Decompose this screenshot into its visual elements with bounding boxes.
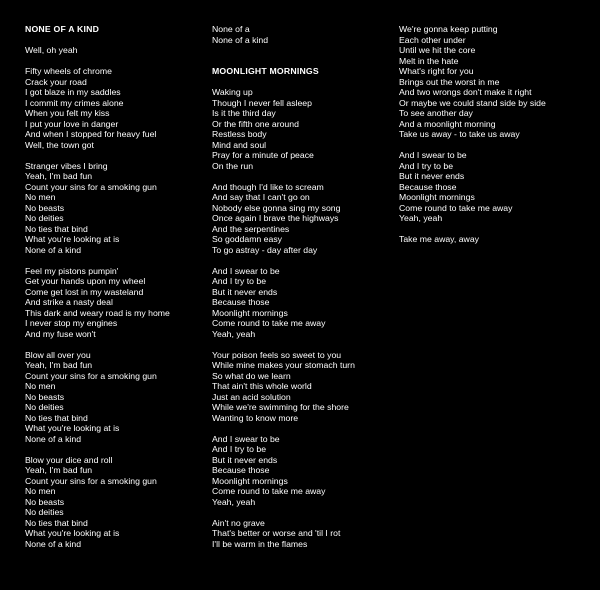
lyric-line: Just an acid solution bbox=[212, 391, 291, 402]
lyric-line: Feel my pistons pumpin' bbox=[25, 265, 119, 276]
stanza-gap bbox=[212, 339, 390, 350]
lyric-line: Crack your road bbox=[25, 76, 87, 87]
lyric-line: None of a kind bbox=[25, 433, 82, 444]
stanza bbox=[212, 182, 390, 256]
stanza bbox=[25, 350, 205, 445]
stanza-gap bbox=[212, 77, 390, 88]
lyric-line: And say that I can't go on bbox=[212, 192, 310, 202]
lyric-line: Because those bbox=[399, 181, 457, 192]
stanza bbox=[25, 161, 205, 256]
lyric-line: This dark and weary road is my home bbox=[25, 307, 170, 318]
lyric-line: None of a kind bbox=[25, 244, 82, 255]
lyric-line: Ain't no grave bbox=[212, 517, 265, 528]
lyric-line: Once again I brave the highways bbox=[212, 213, 339, 223]
lyric-line: That's better or worse and 'til I rot bbox=[212, 528, 341, 538]
lyric-line: What you're looking at is bbox=[25, 423, 120, 433]
lyric-line: Or the fifth one around bbox=[212, 118, 299, 129]
lyric-line: Well, the town got bbox=[25, 139, 94, 150]
stanza-gap bbox=[212, 255, 390, 266]
lyrics-column-1 bbox=[25, 24, 205, 549]
stanza-gap bbox=[25, 35, 205, 46]
lyric-line: We're gonna keep putting bbox=[399, 24, 498, 34]
lyric-line: Until we hit the core bbox=[399, 45, 476, 55]
lyric-line: And the serpentines bbox=[212, 223, 290, 234]
lyric-line: No beasts bbox=[25, 391, 65, 402]
lyric-line: Moonlight mornings bbox=[212, 475, 288, 486]
lyric-line: And I try to be bbox=[212, 276, 267, 286]
lyric-line: No deities bbox=[25, 213, 64, 223]
lyric-line: And a moonlight morning bbox=[399, 118, 496, 129]
stanza-gap bbox=[212, 423, 390, 434]
lyric-line: No ties that bind bbox=[25, 223, 88, 234]
lyric-line: No men bbox=[25, 381, 56, 391]
stanza-gap bbox=[25, 339, 205, 350]
lyrics-column-2 bbox=[212, 24, 390, 549]
lyric-line: To go astray - day after day bbox=[212, 244, 318, 255]
lyric-line: Is it the third day bbox=[212, 108, 276, 118]
stanza bbox=[25, 66, 205, 150]
lyric-line: Yeah, I'm bad fun bbox=[25, 360, 93, 370]
lyric-line: And I try to be bbox=[212, 444, 267, 454]
stanza-gap bbox=[212, 45, 390, 56]
lyric-line: Or maybe we could stand side by side bbox=[399, 97, 546, 108]
stanza bbox=[212, 87, 390, 171]
lyric-line: What you're looking at is bbox=[25, 528, 120, 538]
lyric-line: And I swear to be bbox=[212, 265, 280, 276]
lyric-line: I'll be warm in the flames bbox=[212, 538, 308, 549]
lyric-line: On the run bbox=[212, 160, 254, 171]
lyric-line: Yeah, yeah bbox=[212, 328, 256, 339]
lyric-line: To see another day bbox=[399, 108, 473, 118]
stanza bbox=[212, 350, 390, 424]
lyric-line: So what do we learn bbox=[212, 370, 291, 381]
lyric-line: Take us away - to take us away bbox=[399, 129, 520, 139]
lyric-line: I never stop my engines bbox=[25, 318, 118, 328]
stanza bbox=[399, 24, 589, 140]
lyric-line: No beasts bbox=[25, 496, 65, 507]
lyric-line: Melt in the hate bbox=[399, 55, 459, 66]
lyric-line: Blow your dice and roll bbox=[25, 454, 113, 465]
lyric-line: Because those bbox=[212, 465, 270, 475]
lyric-line: But it never ends bbox=[212, 286, 278, 297]
lyric-line: I put your love in danger bbox=[25, 118, 119, 129]
lyric-line: Yeah, I'm bad fun bbox=[25, 171, 93, 181]
lyric-line: Brings out the worst in me bbox=[399, 76, 500, 87]
lyric-line: Fifty wheels of chrome bbox=[25, 66, 112, 76]
lyric-line: Count your sins for a smoking gun bbox=[25, 181, 157, 192]
lyric-line: And strike a nasty deal bbox=[25, 297, 113, 307]
lyric-line: Count your sins for a smoking gun bbox=[25, 370, 157, 381]
stanza bbox=[399, 234, 589, 245]
stanza-gap bbox=[212, 507, 390, 518]
lyric-line: Come round to take me away bbox=[399, 202, 513, 213]
stanza bbox=[399, 150, 589, 224]
lyric-line: So goddamn easy bbox=[212, 234, 283, 244]
lyric-line: Come round to take me away bbox=[212, 318, 326, 328]
stanza bbox=[25, 45, 205, 56]
lyric-line: While we're swimming for the shore bbox=[212, 402, 349, 412]
stanza-gap bbox=[25, 56, 205, 67]
stanza-gap bbox=[25, 444, 205, 455]
lyric-line: Come round to take me away bbox=[212, 486, 326, 496]
lyric-line: While mine makes your stomach turn bbox=[212, 360, 355, 370]
lyric-line: None of a kind bbox=[25, 538, 82, 549]
lyric-line: What's right for you bbox=[399, 66, 474, 76]
lyric-line: None of a bbox=[212, 24, 250, 34]
stanza bbox=[25, 266, 205, 340]
stanza-gap bbox=[399, 224, 589, 235]
lyric-line: No beasts bbox=[25, 202, 65, 213]
lyric-line: And though I'd like to scream bbox=[212, 181, 324, 192]
lyric-line: Take me away, away bbox=[399, 234, 479, 244]
lyric-line: Count your sins for a smoking gun bbox=[25, 475, 157, 486]
lyric-line: And my fuse won't bbox=[25, 328, 96, 339]
song-title: MOONLIGHT MORNINGS bbox=[212, 66, 319, 76]
stanza-gap bbox=[25, 150, 205, 161]
stanza bbox=[212, 434, 390, 508]
lyric-line: And I swear to be bbox=[212, 433, 280, 444]
lyric-line: That ain't this whole world bbox=[212, 381, 312, 391]
lyric-line: And I try to be bbox=[399, 160, 454, 171]
lyric-line: Restless body bbox=[212, 129, 267, 139]
stanza-gap bbox=[212, 56, 390, 67]
lyric-line: Stranger vibes I bring bbox=[25, 160, 108, 171]
stanza bbox=[212, 24, 390, 45]
lyric-line: Each other under bbox=[399, 34, 466, 45]
stanza-gap bbox=[399, 140, 589, 151]
lyric-line: Because those bbox=[212, 297, 270, 307]
stanza bbox=[212, 518, 390, 550]
lyric-line: And two wrongs don't make it right bbox=[399, 87, 532, 97]
lyric-line: And I swear to be bbox=[399, 150, 467, 160]
lyric-line: Yeah, I'm bad fun bbox=[25, 465, 93, 475]
lyrics-column-3 bbox=[399, 24, 589, 245]
lyric-line: Yeah, yeah bbox=[399, 213, 443, 223]
lyric-line: I got blaze in my saddles bbox=[25, 87, 121, 97]
lyric-line: Get your hands upon my wheel bbox=[25, 276, 146, 286]
lyric-line: When you felt my kiss bbox=[25, 108, 110, 118]
lyric-line: But it never ends bbox=[212, 454, 278, 465]
lyric-line: Your poison feels so sweet to you bbox=[212, 349, 342, 360]
lyric-line: Moonlight mornings bbox=[399, 192, 475, 202]
song-title: NONE OF A KIND bbox=[25, 24, 100, 34]
lyric-line: What you're looking at is bbox=[25, 234, 120, 244]
lyric-line: Pray for a minute of peace bbox=[212, 150, 314, 160]
lyric-line: Though I never fell asleep bbox=[212, 97, 312, 108]
lyric-line: No men bbox=[25, 192, 56, 202]
lyric-line: I commit my crimes alone bbox=[25, 97, 124, 108]
lyric-line: No deities bbox=[25, 507, 64, 517]
lyric-line: None of a kind bbox=[212, 34, 269, 45]
lyric-line: And when I stopped for heavy fuel bbox=[25, 129, 157, 139]
lyric-line: No men bbox=[25, 486, 56, 496]
stanza-gap bbox=[212, 171, 390, 182]
lyric-line: Mind and soul bbox=[212, 139, 267, 150]
stanza bbox=[212, 266, 390, 340]
lyric-line: No ties that bind bbox=[25, 517, 88, 528]
lyric-line: No ties that bind bbox=[25, 412, 88, 423]
lyric-line: Well, oh yeah bbox=[25, 45, 78, 55]
lyric-line: Blow all over you bbox=[25, 349, 91, 360]
lyric-line: Nobody else gonna sing my song bbox=[212, 202, 341, 213]
lyric-line: Waking up bbox=[212, 87, 253, 97]
stanza bbox=[25, 455, 205, 550]
lyric-line: Come get lost in my wasteland bbox=[25, 286, 144, 297]
lyric-line: Yeah, yeah bbox=[212, 496, 256, 507]
lyric-line: Wanting to know more bbox=[212, 412, 299, 423]
stanza-gap bbox=[25, 255, 205, 266]
lyric-line: But it never ends bbox=[399, 171, 465, 181]
lyric-line: Moonlight mornings bbox=[212, 307, 288, 318]
lyric-line: No deities bbox=[25, 402, 64, 412]
